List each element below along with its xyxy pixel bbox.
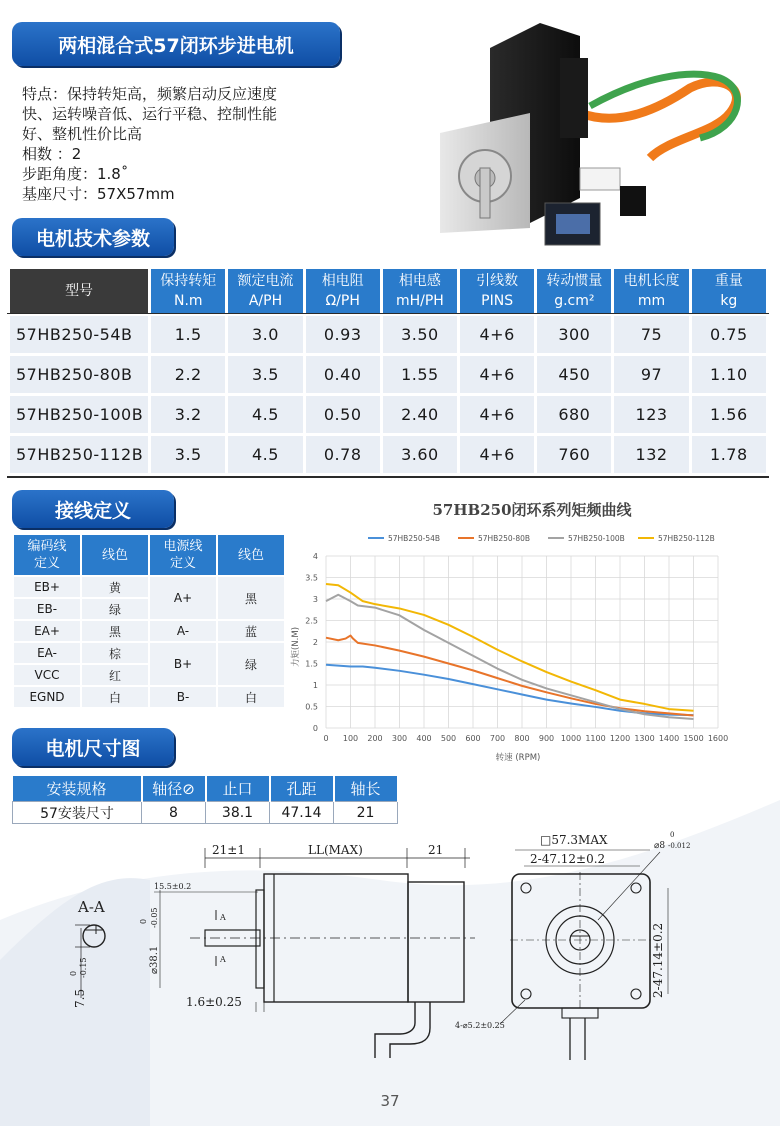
y-tick-label: 1 bbox=[312, 681, 318, 690]
feature-list bbox=[22, 84, 277, 204]
table-cell: 0.50 bbox=[306, 396, 380, 433]
table-row bbox=[10, 396, 766, 433]
table-cell: 2.40 bbox=[383, 396, 457, 433]
table-cell: 0.75 bbox=[692, 316, 766, 353]
dim-7-5: 7.5 bbox=[73, 988, 87, 1008]
dim-38-1-tol-upper: 0 bbox=[139, 918, 148, 924]
chart-y-label: 力矩(N.M) bbox=[291, 626, 301, 668]
table-cell: 3.60 bbox=[383, 436, 457, 473]
table-cell: 1.56 bbox=[692, 396, 766, 433]
table-cell: 57安装尺寸 bbox=[13, 802, 142, 824]
table-cell: 123 bbox=[614, 396, 688, 433]
power-color: 绿 bbox=[217, 642, 285, 686]
encoder-pin: VCC bbox=[13, 664, 81, 686]
y-tick-label: 1.5 bbox=[305, 659, 318, 669]
motor-params-table bbox=[7, 266, 769, 476]
table-row bbox=[10, 436, 766, 473]
table-header-row bbox=[10, 269, 766, 313]
x-tick-label: 1600 bbox=[707, 734, 729, 743]
dim-7-5-tol-upper: 0 bbox=[69, 970, 78, 976]
table-cell: 4+6 bbox=[460, 396, 534, 433]
encoder-color: 绿 bbox=[81, 598, 149, 620]
model-cell: 57HB250-112B bbox=[10, 436, 148, 473]
feature-line: 基座尺寸：57X57mm bbox=[22, 185, 175, 203]
table-cell: 1.10 bbox=[692, 356, 766, 393]
y-tick-label: 3.5 bbox=[305, 573, 318, 583]
x-tick-label: 800 bbox=[514, 734, 530, 743]
wiring-table bbox=[12, 533, 286, 709]
section-a-mark-bottom: A bbox=[220, 955, 226, 964]
col-header-spigot: 止口 bbox=[206, 776, 270, 802]
series-line-57hb250-54b bbox=[326, 665, 694, 715]
y-tick-label: 0 bbox=[312, 724, 318, 733]
table-cell: 3.50 bbox=[383, 316, 457, 353]
x-tick-label: 1400 bbox=[658, 734, 680, 743]
legend-label: 57HB250-100B bbox=[568, 534, 625, 543]
table-cell: 3.5 bbox=[151, 436, 225, 473]
col-header-current: 额定电流 A/PH bbox=[228, 269, 302, 313]
table-row bbox=[13, 686, 285, 708]
chart-legend bbox=[368, 534, 715, 543]
table-row bbox=[13, 576, 285, 598]
y-tick-label: 3 bbox=[312, 595, 318, 604]
chart-x-label: 转速 (RPM) bbox=[495, 753, 541, 763]
table-cell: 4.5 bbox=[228, 436, 302, 473]
chart-grid bbox=[326, 556, 718, 728]
dim-hole-distance-v: 2-47.14±0.2 bbox=[651, 922, 665, 998]
x-tick-label: 700 bbox=[489, 734, 506, 743]
power-pin: A- bbox=[149, 620, 217, 642]
x-tick-label: 600 bbox=[465, 734, 481, 743]
table-cell: 21 bbox=[334, 802, 398, 824]
col-header-resistance: 相电阻 Ω/PH bbox=[306, 269, 380, 313]
table-cell: 4.5 bbox=[228, 396, 302, 433]
dim-ll-max: LL(MAX) bbox=[308, 843, 363, 857]
encoder-color: 黑 bbox=[81, 620, 149, 642]
dim-38-1: ⌀38.1 bbox=[149, 945, 160, 974]
power-pin: A+ bbox=[149, 576, 217, 620]
table-cell: 97 bbox=[614, 356, 688, 393]
col-header-weight: 重量 kg bbox=[692, 269, 766, 313]
section-params-title: 电机技术参数 bbox=[35, 227, 150, 250]
col-header-shaft-dia: 轴径⊘ bbox=[142, 776, 206, 802]
feature-line: 好、整机性价比高 bbox=[22, 125, 143, 143]
x-tick-label: 900 bbox=[538, 734, 555, 743]
table-cell: 0.78 bbox=[306, 436, 380, 473]
x-tick-label: 1000 bbox=[560, 734, 582, 743]
chart-y-ticks bbox=[305, 552, 318, 733]
feature-line: 相数 ：2 bbox=[22, 145, 82, 163]
col-header-inductance: 相电感 mH/PH bbox=[383, 269, 457, 313]
section-dims-title: 电机尺寸图 bbox=[45, 737, 141, 760]
power-color: 蓝 bbox=[217, 620, 285, 642]
encoder-pin: EA+ bbox=[13, 620, 81, 642]
col-header-hole-distance: 孔距 bbox=[270, 776, 334, 802]
legend-label: 57HB250-80B bbox=[478, 534, 531, 543]
table-divider bbox=[7, 476, 769, 478]
section-dims-banner bbox=[12, 728, 174, 766]
encoder-pin: EGND bbox=[13, 686, 81, 708]
col-header-inertia: 转动惯量 g.cm² bbox=[537, 269, 611, 313]
table-cell: 680 bbox=[537, 396, 611, 433]
section-params-banner bbox=[12, 218, 174, 256]
x-tick-label: 100 bbox=[342, 734, 359, 743]
model-cell: 57HB250-54B bbox=[10, 316, 148, 353]
table-cell: 1.78 bbox=[692, 436, 766, 473]
series-line-57hb250-100b bbox=[326, 595, 694, 719]
col-header-pins: 引线数 PINS bbox=[460, 269, 534, 313]
chart-title: 57HB250闭环系列矩频曲线 bbox=[432, 501, 632, 519]
section-wiring-title: 接线定义 bbox=[54, 499, 131, 522]
encoder-color: 黄 bbox=[81, 576, 149, 598]
col-header-shaft-length: 轴长 bbox=[334, 776, 398, 802]
chart-x-ticks bbox=[323, 734, 728, 743]
legend-label: 57HB250-54B bbox=[388, 534, 441, 543]
torque-frequency-chart bbox=[292, 492, 772, 772]
table-cell: 300 bbox=[537, 316, 611, 353]
encoder-color: 白 bbox=[81, 686, 149, 708]
table-cell: 38.1 bbox=[206, 802, 270, 824]
table-divider bbox=[7, 313, 769, 314]
dim-7-5-tol-lower: -0.15 bbox=[79, 957, 88, 978]
table-cell: 4+6 bbox=[460, 436, 534, 473]
col-header-torque: 保持转矩 N.m bbox=[151, 269, 225, 313]
power-pin: B+ bbox=[149, 642, 217, 686]
y-tick-label: 2.5 bbox=[305, 616, 318, 626]
table-cell: 0.40 bbox=[306, 356, 380, 393]
dim-21: 21 bbox=[428, 843, 444, 857]
x-tick-label: 1200 bbox=[609, 734, 631, 743]
col-header-power: 电源线 定义 bbox=[149, 534, 217, 576]
model-cell: 57HB250-80B bbox=[10, 356, 148, 393]
table-cell: 0.93 bbox=[306, 316, 380, 353]
dim-38-1-tol-lower: -0.05 bbox=[150, 907, 159, 928]
table-row bbox=[13, 802, 398, 824]
encoder-color: 棕 bbox=[81, 642, 149, 664]
y-tick-label: 4 bbox=[312, 552, 318, 561]
table-cell: 132 bbox=[614, 436, 688, 473]
encoder-pin: EA- bbox=[13, 642, 81, 664]
power-color: 白 bbox=[217, 686, 285, 708]
x-tick-label: 400 bbox=[416, 734, 432, 743]
power-pin: B- bbox=[149, 686, 217, 708]
table-row bbox=[10, 356, 766, 393]
encoder-color: 红 bbox=[81, 664, 149, 686]
col-header-power-color: 线色 bbox=[217, 534, 285, 576]
page-title: 两相混合式57闭环步进电机 bbox=[58, 34, 294, 57]
motor-product-image bbox=[430, 18, 770, 258]
x-tick-label: 1100 bbox=[585, 734, 606, 743]
chart-series-group bbox=[326, 584, 694, 719]
section-aa-label: A-A bbox=[78, 898, 105, 916]
table-cell: 47.14 bbox=[270, 802, 334, 824]
section-wiring-banner bbox=[12, 490, 174, 528]
y-tick-label: 0.5 bbox=[305, 702, 318, 712]
y-tick-label: 2 bbox=[312, 638, 318, 647]
table-cell: 760 bbox=[537, 436, 611, 473]
table-row bbox=[13, 642, 285, 664]
table-cell: 4+6 bbox=[460, 316, 534, 353]
dim-shaft-tol-lower: -0.012 bbox=[668, 842, 691, 850]
table-cell: 3.2 bbox=[151, 396, 225, 433]
table-cell: 75 bbox=[614, 316, 688, 353]
model-cell: 57HB250-100B bbox=[10, 396, 148, 433]
col-header-mount: 安装规格 bbox=[13, 776, 142, 802]
mount-dims-table bbox=[12, 776, 399, 824]
x-tick-label: 1300 bbox=[634, 734, 655, 743]
dim-1-6: 1.6±0.25 bbox=[186, 995, 242, 1009]
legend-label: 57HB250-112B bbox=[658, 534, 715, 543]
table-cell: 3.0 bbox=[228, 316, 302, 353]
dim-shaft-dia: ⌀8 bbox=[654, 841, 666, 851]
table-cell: 4+6 bbox=[460, 356, 534, 393]
x-tick-label: 0 bbox=[323, 734, 329, 743]
feature-line: 特点：保持转矩高，频繁启动反应速度 bbox=[22, 85, 278, 103]
dim-square: □57.3MAX bbox=[540, 833, 608, 847]
encoder-pin: EB- bbox=[13, 598, 81, 620]
table-cell: 1.55 bbox=[383, 356, 457, 393]
x-tick-label: 200 bbox=[367, 734, 383, 743]
col-header-encoder-color: 线色 bbox=[81, 534, 149, 576]
dim-15-5: 15.5±0.2 bbox=[154, 882, 192, 891]
dim-hole-distance-h: 2-47.12±0.2 bbox=[530, 852, 606, 866]
x-tick-label: 500 bbox=[440, 734, 457, 743]
power-color: 黑 bbox=[217, 576, 285, 620]
dim-21-1: 21±1 bbox=[212, 843, 245, 857]
page-number: 37 bbox=[380, 1092, 400, 1110]
table-cell: 450 bbox=[537, 356, 611, 393]
col-header-model: 型号 bbox=[10, 269, 148, 313]
title-banner bbox=[12, 22, 340, 66]
table-cell: 8 bbox=[142, 802, 206, 824]
feature-line: 快、运转噪音低、运行平稳、控制性能 bbox=[22, 105, 278, 123]
table-cell: 3.5 bbox=[228, 356, 302, 393]
encoder-pin: EB+ bbox=[13, 576, 81, 598]
dim-shaft-tol-upper: 0 bbox=[670, 831, 675, 839]
feature-line: 步距角度：1.8˚ bbox=[22, 165, 129, 183]
table-cell: 2.2 bbox=[151, 356, 225, 393]
table-row bbox=[10, 316, 766, 353]
col-header-length: 电机长度 mm bbox=[614, 269, 688, 313]
x-tick-label: 300 bbox=[391, 734, 408, 743]
table-row bbox=[13, 620, 285, 642]
x-tick-label: 1500 bbox=[683, 734, 704, 743]
col-header-encoder: 编码线 定义 bbox=[13, 534, 81, 576]
table-cell: 1.5 bbox=[151, 316, 225, 353]
section-a-mark-top: A bbox=[220, 913, 226, 922]
dim-mount-holes: 4-⌀5.2±0.25 bbox=[455, 1021, 505, 1030]
dimension-drawing bbox=[70, 828, 760, 1076]
